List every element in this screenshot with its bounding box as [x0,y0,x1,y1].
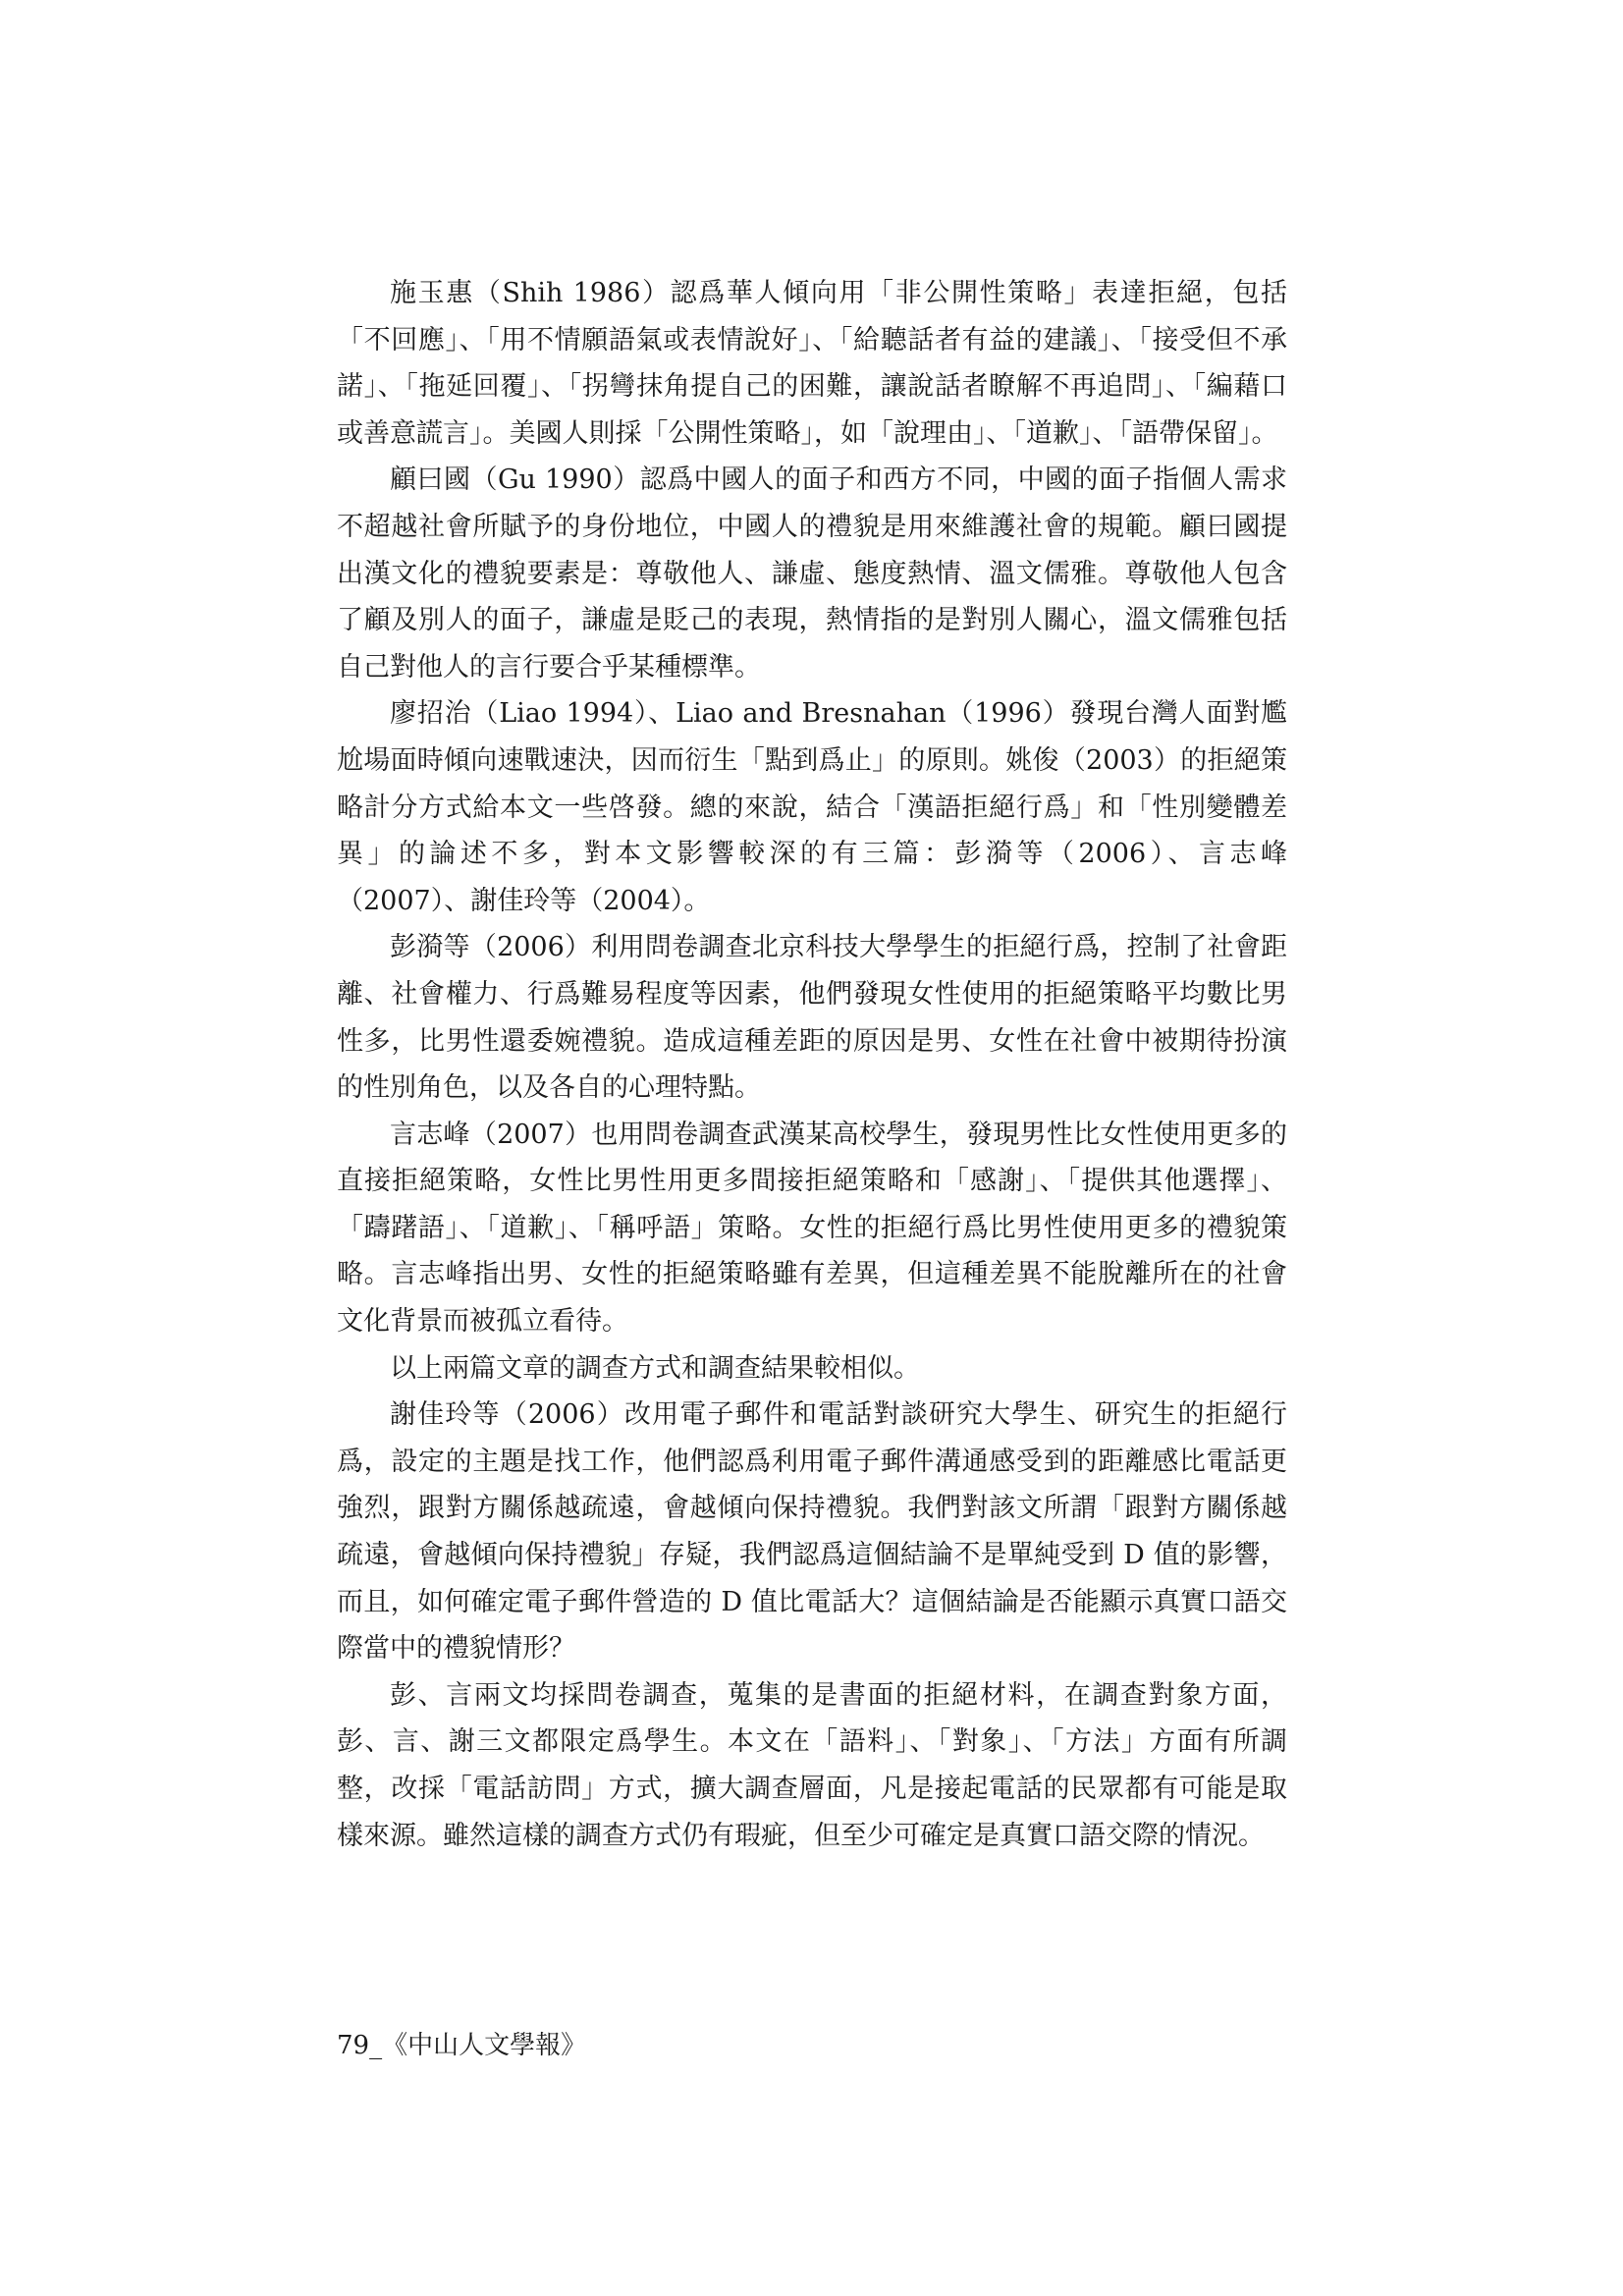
page-footer [337,2025,586,2061]
paragraph-liao: 廖招治（Liao 1994）、Liao and Bresnahan（1996）發現台灣人面對尷尬場面時傾向速戰速決，因而衍生「點到爲止」的原則。姚俊（2003）的拒絕策略計分方式給本文一些啓發。總的來說，結合「漢語拒絕行爲」和「性別變體差異」的論述不多，對本文影響較深的有三篇：彭漪等（2006）、言志峰（2007）、謝佳玲等（2004）。 [337,698,1287,916]
paragraph-summary: 以上兩篇文章的調查方式和調查結果較相似。 [390,1352,920,1384]
paragraph-yan: 言志峰（2007）也用問卷調查武漢某高校學生，發現男性比女性使用更多的直接拒絕策略，女性比男性用更多間接拒絕策略和「感謝」、「提供其他選擇」、「躊躇語」、「道歉」、「稱呼語」策略。女性的拒絕行爲比男性使用更多的禮貌策略。言志峰指出男、女性的拒絕策略雖有差異，但這種差異不能脫離所在的社會文化背景而被孤立看待。 [337,1119,1287,1338]
paragraph-method: 彭、言兩文均採問卷調查，蒐集的是書面的拒絕材料，在調查對象方面，彭、言、謝三文都限定爲學生。本文在「語料」、「對象」、「方法」方面有所調整，改採「電話訪問」方式，擴大調查層面，凡是接起電話的民眾都有可能是取樣來源。雖然這樣的調查方式仍有瑕疵，但至少可確定是真實口語交際的情況。 [337,1679,1287,1851]
paragraph-shih: 施玉惠（Shih 1986）認爲華人傾向用「非公開性策略」表達拒絕，包括「不回應」、「用不情願語氣或表情說好」、「給聽話者有益的建議」、「接受但不承諾」、「拖延回覆」、「拐彎抹角提自己的困難，讓說話者瞭解不再追問」、「編藉口或善意謊言」。美國人則採「公開性策略」，如「說理由」、「道歉」、「語帶保留」。 [337,278,1287,449]
page-number: 79 [337,2031,370,2060]
paragraph-peng: 彭漪等（2006）利用問卷調查北京科技大學學生的拒絕行爲，控制了社會距離、社會權力、行爲難易程度等因素，他們發現女性使用的拒絕策略平均數比男性多，比男性還委婉禮貌。造成這種差距的原因是男、女性在社會中被期待扮演的性別角色，以及各自的心理特點。 [337,932,1287,1104]
paragraph-xie: 謝佳玲等（2006）改用電子郵件和電話對談研究大學生、研究生的拒絕行爲，設定的主題是找工作，他們認爲利用電子郵件溝通感受到的距離感比電話更強烈，跟對方關係越疏遠，會越傾向保持禮貌。我們對該文所謂「跟對方關係越疏遠，會越傾向保持禮貌」存疑，我們認爲這個結論不是單純受到 D 值的影響，而且，如何確定電子郵件營造的 D 值比電話大？這個結論是否能顯示真實口語交際當中的禮貌情形？ [337,1399,1287,1665]
paragraph-gu: 顧曰國（Gu 1990）認爲中國人的面子和西方不同，中國的面子指個人需求不超越社會所賦予的身份地位，中國人的禮貌是用來維護社會的規範。顧曰國提出漢文化的禮貌要素是：尊敬他人、謙虛、態度熱情、溫文儒雅。尊敬他人包含了顧及別人的面子，謙虛是貶己的表現，熱情指的是對別人關心，溫文儒雅包括自己對他人的言行要合乎某種標準。 [337,465,1287,683]
body-text [337,270,1287,1859]
journal-title: _《中山人文學報》 [369,2031,587,2060]
